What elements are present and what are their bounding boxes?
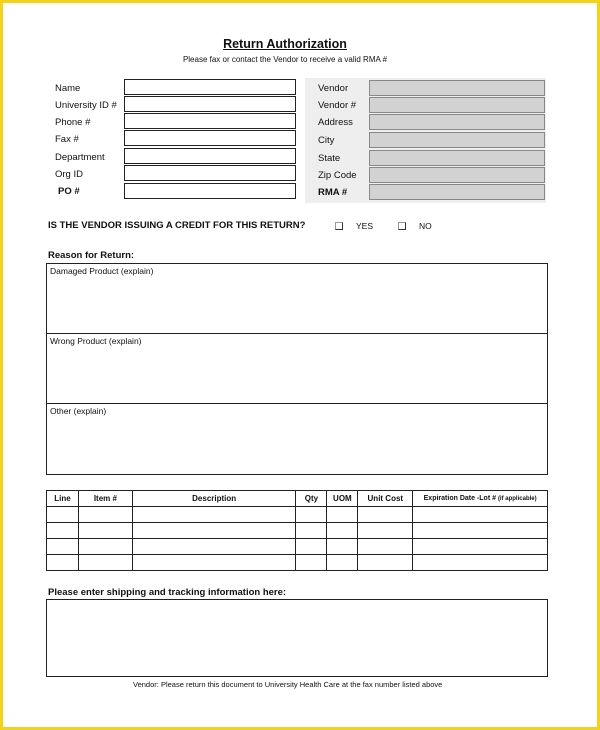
col-header-uom: UOM [327,491,358,507]
vendor-label: Vendor [318,83,349,94]
table-cell[interactable] [358,523,413,539]
state-field[interactable] [369,150,545,166]
address-field[interactable] [369,114,545,130]
credit-yes-label: YES [356,221,374,231]
table-cell[interactable] [413,555,548,571]
table-row [47,539,548,555]
table-row [47,507,548,523]
table-cell[interactable] [132,539,296,555]
reason-box [46,263,548,475]
col-header-unit-cost: Unit Cost [358,491,413,507]
name-field[interactable] [124,79,296,95]
table-cell[interactable] [358,539,413,555]
table-cell[interactable] [47,539,79,555]
table-cell[interactable] [327,523,358,539]
form-page [3,3,597,727]
department-field[interactable] [124,148,296,164]
table-cell[interactable] [78,555,132,571]
form-subtitle: Please fax or contact the Vendor to receive a valid RMA # [182,55,388,64]
zip-code-label: Zip Code [318,170,357,181]
col-header-expiration-lot [413,491,548,507]
credit-yes-checkbox[interactable] [335,222,343,230]
state-label: State [318,153,341,164]
wrong-product-field[interactable] [47,334,547,404]
vendor-number-field[interactable] [369,97,545,113]
phone-label: Phone # [55,117,91,128]
col-header-item-number: Item # [78,491,132,507]
table-cell[interactable] [413,539,548,555]
table-cell[interactable] [132,507,296,523]
table-cell[interactable] [47,523,79,539]
table-cell[interactable] [327,555,358,571]
table-header-row [47,491,548,507]
university-id-field[interactable] [124,96,296,112]
rma-number-field[interactable] [369,184,545,200]
zip-code-field[interactable] [369,167,545,183]
table-cell[interactable] [47,507,79,523]
table-row [47,523,548,539]
table-cell[interactable] [296,523,327,539]
table-cell[interactable] [327,507,358,523]
reason-heading: Reason for Return: [48,250,135,261]
table-cell[interactable] [78,507,132,523]
form-title: Return Authorization [223,37,347,51]
department-label: Department [55,152,105,163]
phone-field[interactable] [124,113,296,129]
city-field[interactable] [369,132,545,148]
other-reason-field[interactable] [47,404,547,474]
shipping-info-field[interactable] [46,599,548,677]
table-cell[interactable] [358,555,413,571]
org-id-field[interactable] [124,165,296,181]
footer-note: Vendor: Please return this document to University Health Care at the fax number listed above [133,680,443,689]
po-number-field[interactable] [124,183,296,199]
credit-question: IS THE VENDOR ISSUING A CREDIT FOR THIS RETURN? [48,220,306,231]
table-cell[interactable] [413,523,548,539]
table-cell[interactable] [132,555,296,571]
items-table-body [47,507,548,571]
table-cell[interactable] [47,555,79,571]
credit-no-checkbox[interactable] [398,222,406,230]
col-header-description: Description [132,491,296,507]
table-cell[interactable] [413,507,548,523]
damaged-product-field[interactable] [47,264,547,334]
table-row [47,555,548,571]
table-cell[interactable] [358,507,413,523]
table-cell[interactable] [132,523,296,539]
table-cell[interactable] [327,539,358,555]
table-cell[interactable] [296,507,327,523]
credit-no-label: NO [419,221,432,231]
rma-number-label: RMA # [318,187,348,198]
col-header-line: Line [47,491,79,507]
city-label: City [318,135,335,146]
table-cell[interactable] [296,555,327,571]
university-id-label: University ID # [55,100,117,111]
vendor-field[interactable] [369,80,545,96]
expiration-lot-text: Expiration Date -Lot # [423,495,496,502]
items-table [46,490,548,571]
shipping-heading: Please enter shipping and tracking information here: [48,587,287,598]
fax-field[interactable] [124,130,296,146]
fax-label: Fax # [55,134,79,145]
damaged-product-label: Damaged Product (explain) [50,266,154,276]
table-cell[interactable] [78,539,132,555]
col-header-qty: Qty [296,491,327,507]
other-reason-label: Other (explain) [50,406,107,416]
wrong-product-label: Wrong Product (explain) [50,336,142,346]
table-cell[interactable] [78,523,132,539]
address-label: Address [318,117,353,128]
name-label: Name [55,83,81,94]
vendor-number-label: Vendor # [318,100,357,111]
table-cell[interactable] [296,539,327,555]
org-id-label: Org ID [55,169,83,180]
po-number-label: PO # [58,186,80,197]
if-applicable-note: (if applicable) [497,496,537,502]
